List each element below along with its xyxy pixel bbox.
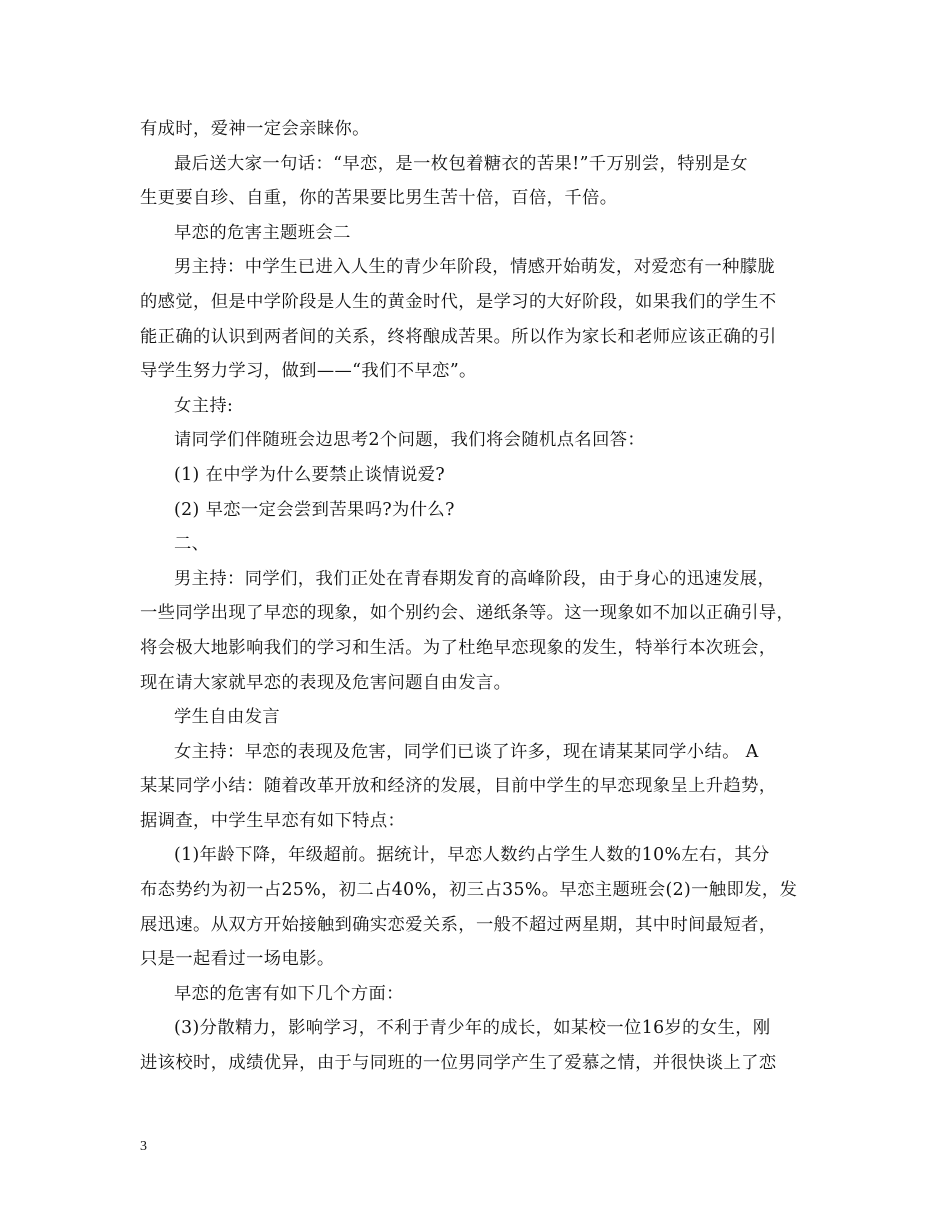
text-line: 最后送大家一句话：“早恋，是一枚包着糖衣的苦果!”千万别尝，特别是女 <box>174 153 748 174</box>
text-line: 据调查，中学生早恋有如下特点： <box>140 810 406 831</box>
text-line: 进该校时，成绩优异，由于与同班的一位男同学产生了爱慕之情，并很快谈上了恋 <box>140 1053 777 1074</box>
text-line: 学生自由发言 <box>174 707 281 728</box>
text-line: 现在请大家就早恋的表现及危害问题自由发言。 <box>140 672 512 693</box>
text-line: 生更要自珍、自重，你的苦果要比男生苦十倍，百倍，千倍。 <box>140 188 618 209</box>
text-line: 导学生努力学习，做到——“我们不早恋”。 <box>140 361 477 382</box>
text-line: (3)分散精力，影响学习，不利于青少年的成长，如某校一位16岁的女生，刚 <box>174 1018 771 1039</box>
text-line: 布态势约为初一占25%，初二占40%，初三占35%。早恋主题班会(2)一触即发，发 <box>140 880 798 901</box>
text-line: 能正确的认识到两者间的关系，终将酿成苦果。所以作为家长和老师应该正确的引 <box>140 326 777 347</box>
text-line: 早恋的危害有如下几个方面： <box>174 983 404 1004</box>
section-marker: 二、 <box>174 534 210 555</box>
text-line: 请同学们伴随班会边思考2个问题，我们将会随机点名回答： <box>174 430 646 451</box>
text-line: 某某同学小结：随着改革开放和经济的发展，目前中学生的早恋现象呈上升趋势， <box>140 776 777 797</box>
body-text <box>140 112 816 1081</box>
text-line: 女主持: <box>174 395 234 416</box>
text-line: (1)年龄下降，年级超前。据统计，早恋人数约占学生人数的10%左右，其分 <box>174 845 770 866</box>
question-item: (2) 早恋一定会尝到苦果吗?为什么? <box>174 499 455 520</box>
text-line: 一些同学出现了早恋的现象，如个别约会、递纸条等。这一现象如不加以正确引导， <box>140 603 795 624</box>
text-line: 将会极大地影响我们的学习和生活。为了杜绝早恋现象的发生，特举行本次班会， <box>140 637 777 658</box>
section-heading: 早恋的危害主题班会二 <box>174 222 351 243</box>
text-line: 女主持：早恋的表现及危害，同学们已谈了许多，现在请某某同学小结。 A <box>174 741 759 762</box>
text-line: 的感觉，但是中学阶段是人生的黄金时代，是学习的大好阶段，如果我们的学生不 <box>140 291 777 312</box>
page-number: 3 <box>140 1139 147 1154</box>
text-line: 男主持：同学们，我们正处在青春期发育的高峰阶段，由于身心的迅速发展， <box>174 568 776 589</box>
question-item: (1) 在中学为什么要禁止谈情说爱? <box>174 464 446 485</box>
text-line: 展迅速。从双方开始接触到确实恋爱关系，一般不超过两星期，其中时间最短者， <box>140 914 777 935</box>
text-line: 有成时，爱神一定会亲睐你。 <box>140 119 370 139</box>
text-line: 只是一起看过一场电影。 <box>140 949 335 970</box>
text-line: 男主持：中学生已进入人生的青少年阶段，情感开始萌发，对爱恋有一种朦胧 <box>174 257 776 278</box>
